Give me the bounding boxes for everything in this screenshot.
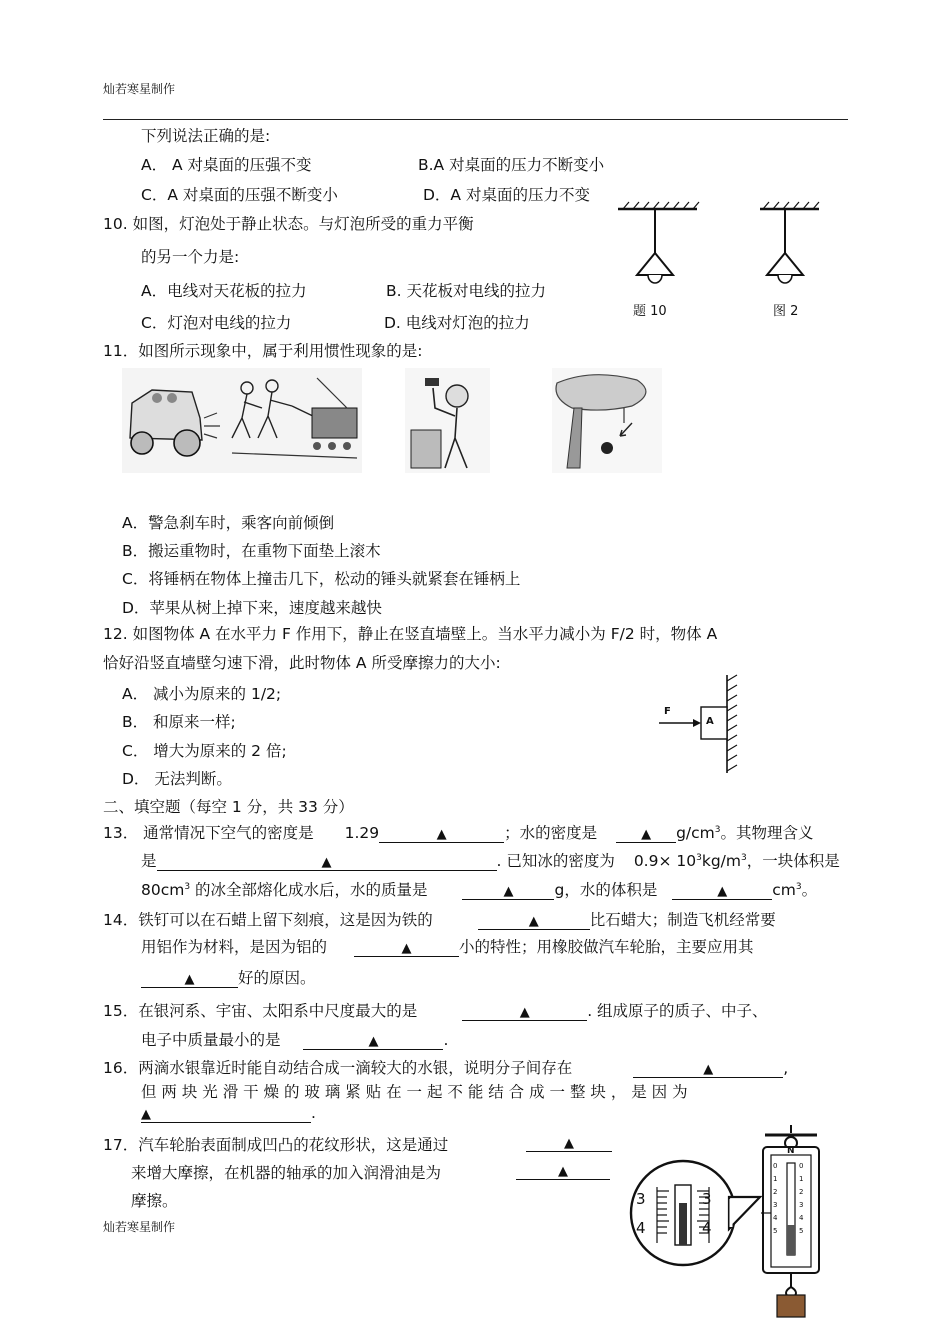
q11-option-c: C．将锤柄在物体上撞击几下，松动的锤头就紧套在锤柄上 bbox=[122, 570, 521, 588]
q12-stem-line1: 12. 如图物体 A 在水平力 F 作用下，静止在竖直墙壁上。当水平力减小为 F/2 时，物体 A bbox=[103, 625, 718, 643]
scale-tick: 3 bbox=[773, 1201, 778, 1209]
q17-blank-2[interactable] bbox=[516, 1161, 610, 1180]
blank-marker: ▲ bbox=[703, 1062, 714, 1077]
q13-text-1: 通常情况下空气的密度是 bbox=[143, 824, 314, 842]
scale-tick: 0 bbox=[773, 1162, 778, 1170]
q10-option-b: B. 天花板对电线的拉力 bbox=[386, 282, 546, 300]
q13-ice-density: 0.9× 10 bbox=[633, 852, 697, 870]
blank-marker: ▲ bbox=[401, 941, 412, 956]
q13-text-2: ；水的密度是 bbox=[504, 824, 598, 842]
q14-line2 bbox=[141, 935, 753, 957]
q14-text-2: 比石蜡大；制造飞机经常要 bbox=[589, 911, 776, 929]
q14-blank-3[interactable] bbox=[141, 969, 238, 988]
q10-stem-line2: 的另一个力是: bbox=[141, 248, 240, 266]
q13-text-4: 是 bbox=[141, 852, 157, 870]
q11-option-d: D．苹果从树上掉下来，速度越来越快 bbox=[122, 599, 382, 617]
q13-blank-3[interactable] bbox=[157, 852, 497, 871]
q14-number: 14． bbox=[103, 911, 139, 929]
scale-tick: 1 bbox=[799, 1175, 804, 1183]
illustration-hammer bbox=[405, 368, 490, 473]
q15-text-2: . 组成原子的质子、中子、 bbox=[587, 1002, 768, 1020]
lamp-figure-1 bbox=[615, 205, 705, 300]
q15-text-1: 在银河系、宇宙、太阳系中尺度最大的是 bbox=[138, 1002, 418, 1020]
scale-tick: 5 bbox=[773, 1227, 778, 1235]
q13-unit-1: g/cm bbox=[676, 824, 715, 842]
q13-blank-5[interactable] bbox=[672, 881, 772, 900]
scale-ticks-left bbox=[773, 1160, 781, 1238]
illustration-braking-and-rollers bbox=[122, 368, 362, 473]
scale-tick: 4 bbox=[773, 1214, 778, 1222]
q17-line1 bbox=[103, 1133, 448, 1155]
q14-text-1: 铁钉可以在石蜡上留下刻痕，这是因为铁的 bbox=[138, 911, 433, 929]
exponent: 3 bbox=[184, 882, 191, 892]
q15-blank-1[interactable] bbox=[462, 1002, 587, 1021]
q13-line3 bbox=[141, 878, 817, 900]
q11-stem: 11．如图所示现象中，属于利用惯性现象的是: bbox=[103, 342, 423, 360]
blank-marker: ▲ bbox=[368, 1034, 379, 1049]
q16-line2: 但 两 块 光 滑 干 燥 的 玻 璃 紧 贴 在 一 起 不 能 结 合 成 一 整 块 ， 是 因 为 bbox=[141, 1083, 688, 1101]
exponent: 3 bbox=[740, 853, 747, 863]
exponent: 3 bbox=[714, 825, 721, 835]
q16-blank-2[interactable] bbox=[141, 1104, 311, 1123]
q16-line3 bbox=[141, 1104, 316, 1123]
q9-option-a: A． A 对桌面的压强不变 bbox=[141, 156, 312, 174]
lamp-figure-2 bbox=[757, 205, 847, 300]
q12-stem-line2: 恰好沿竖直墙壁匀速下滑，此时物体 A 所受摩擦力的大小: bbox=[103, 654, 501, 672]
q11-option-a: A．警急刹车时，乘客向前倾倒 bbox=[122, 514, 335, 532]
q15-text-3: 电子中质量最小的是 bbox=[141, 1031, 281, 1049]
scale-tick: 1 bbox=[773, 1175, 778, 1183]
blank-marker: ▲ bbox=[564, 1136, 574, 1151]
q10-option-d: D. 电线对灯泡的拉力 bbox=[384, 314, 530, 332]
q9-option-d: D．A 对桌面的压力不变 bbox=[423, 186, 590, 204]
q16-text-2: , bbox=[783, 1059, 789, 1077]
q13-unit-3: g，水的体积是 bbox=[554, 881, 658, 899]
scale-tick: 0 bbox=[799, 1162, 804, 1170]
q9-stem: 下列说法正确的是: bbox=[141, 127, 271, 145]
q10-figure-label: 题 10 bbox=[633, 304, 667, 319]
exponent: 3 bbox=[795, 882, 802, 892]
header-rule bbox=[103, 119, 848, 120]
q12-option-b: B． 和原来一样; bbox=[122, 713, 236, 731]
q12-option-c: C． 增大为原来的 2 倍; bbox=[122, 742, 287, 760]
q14-line1 bbox=[103, 908, 776, 930]
scale-tick: 3 bbox=[799, 1201, 804, 1209]
q13-blank-2[interactable] bbox=[616, 824, 676, 843]
q16-blank-1[interactable] bbox=[633, 1059, 783, 1078]
scale-ticks-right bbox=[799, 1160, 807, 1238]
q15-number: 15． bbox=[103, 1002, 139, 1020]
q14-text-5: 好的原因。 bbox=[238, 969, 316, 987]
q10-option-c: C．灯泡对电线的拉力 bbox=[141, 314, 292, 332]
q13-text-6: ，一块体积是 bbox=[746, 852, 840, 870]
q14-blank-1[interactable] bbox=[478, 911, 590, 930]
q13-text-7: 的冰全部熔化成水后，水的质量是 bbox=[195, 881, 428, 899]
q10-option-a: A．电线对天花板的拉力 bbox=[141, 282, 307, 300]
q16-number: 16． bbox=[103, 1059, 139, 1077]
q13-number: 13． bbox=[103, 824, 139, 842]
q13-unit-2: kg/m bbox=[701, 852, 741, 870]
scale-left-4: 4 bbox=[636, 1219, 646, 1237]
blank-marker: ▲ bbox=[436, 827, 447, 842]
q13-end: 。 bbox=[801, 881, 818, 899]
scale-tick: 5 bbox=[799, 1227, 804, 1235]
exponent: 3 bbox=[696, 853, 702, 863]
scale-right-3: 3 bbox=[702, 1190, 712, 1208]
q17-number: 17． bbox=[103, 1136, 139, 1154]
q9-option-c: C．A 对桌面的压强不断变小 bbox=[141, 186, 338, 204]
scale-tick: 2 bbox=[773, 1188, 778, 1196]
q12-option-a: A． 减小为原来的 1/2; bbox=[122, 685, 282, 703]
blank-marker: ▲ bbox=[503, 884, 514, 899]
illustration-falling-apple bbox=[552, 368, 662, 473]
q15-text-4: . bbox=[443, 1031, 449, 1049]
scale-tick: 4 bbox=[799, 1214, 804, 1222]
q13-unit-4: cm bbox=[772, 881, 796, 899]
blank-marker: ▲ bbox=[519, 1005, 530, 1020]
blank-marker: ▲ bbox=[184, 972, 195, 987]
q16-text-1: 两滴水银靠近时能自动结合成一滴较大的水银，说明分子间存在 bbox=[138, 1059, 573, 1077]
q15-blank-2[interactable] bbox=[303, 1031, 443, 1050]
q15-line2 bbox=[141, 1028, 448, 1050]
blank-marker: ▲ bbox=[321, 855, 332, 870]
blank-marker: ▲ bbox=[528, 914, 539, 929]
blank-marker: ▲ bbox=[558, 1164, 568, 1179]
footer-maker: 灿若寒星制作 bbox=[103, 1220, 176, 1234]
q16-line1 bbox=[103, 1056, 788, 1078]
header-maker: 灿若寒星制作 bbox=[103, 82, 176, 96]
force-label: F bbox=[664, 706, 671, 717]
force-wall-figure bbox=[655, 675, 745, 775]
block-label: A bbox=[706, 716, 714, 727]
scale-tick: 2 bbox=[799, 1188, 804, 1196]
q13-line1 bbox=[103, 821, 814, 843]
scale-left-3: 3 bbox=[636, 1190, 646, 1208]
q14-text-4: 小的特性；用橡胶做汽车轮胎，主要应用其 bbox=[458, 938, 754, 956]
q9-option-b: B.A 对桌面的压力不断变小 bbox=[418, 156, 605, 174]
q16-text-4: . bbox=[311, 1104, 316, 1122]
q10-stem-line1: 10. 如图，灯泡处于静止状态。与灯泡所受的重力平衡 bbox=[103, 215, 474, 233]
q17-line3: 摩擦。 bbox=[131, 1192, 178, 1210]
q14-text-3: 用铝作为材料，是因为铝的 bbox=[141, 938, 328, 956]
q13-text-5: . 已知冰的密度为 bbox=[496, 852, 615, 870]
q11-option-b: B．搬运重物时，在重物下面垫上滚木 bbox=[122, 542, 381, 560]
q17-text-1: 汽车轮胎表面制成凹凸的花纹形状，这是通过 bbox=[138, 1136, 449, 1154]
q13-value-air: 1.29 bbox=[344, 824, 380, 842]
scale-right-4: 4 bbox=[702, 1219, 712, 1237]
scale-unit-letter: N bbox=[787, 1146, 795, 1156]
q13-blank-1[interactable] bbox=[379, 824, 504, 843]
q13-text-3: 。其物理含义 bbox=[720, 824, 814, 842]
spring-scale-figure bbox=[625, 1125, 825, 1320]
q12-option-d: D． 无法判断。 bbox=[122, 770, 232, 788]
q13-ice-volume: 80cm bbox=[141, 881, 185, 899]
section-2-title: 二、填空题（每空 1 分，共 33 分） bbox=[103, 798, 354, 816]
blank-marker: ▲ bbox=[641, 827, 652, 842]
blank-marker: ▲ bbox=[141, 1107, 151, 1122]
q13-line2 bbox=[141, 849, 840, 871]
figure-2-label: 图 2 bbox=[773, 304, 799, 319]
blank-marker: ▲ bbox=[717, 884, 728, 899]
q17-line2: 来增大摩擦，在机器的轴承的加入润滑油是为 bbox=[131, 1164, 442, 1182]
q15-line1 bbox=[103, 999, 768, 1021]
q14-blank-2[interactable] bbox=[354, 938, 459, 957]
q13-blank-4[interactable] bbox=[462, 881, 554, 900]
q17-blank-1[interactable] bbox=[526, 1133, 612, 1152]
q14-line3 bbox=[141, 966, 316, 988]
